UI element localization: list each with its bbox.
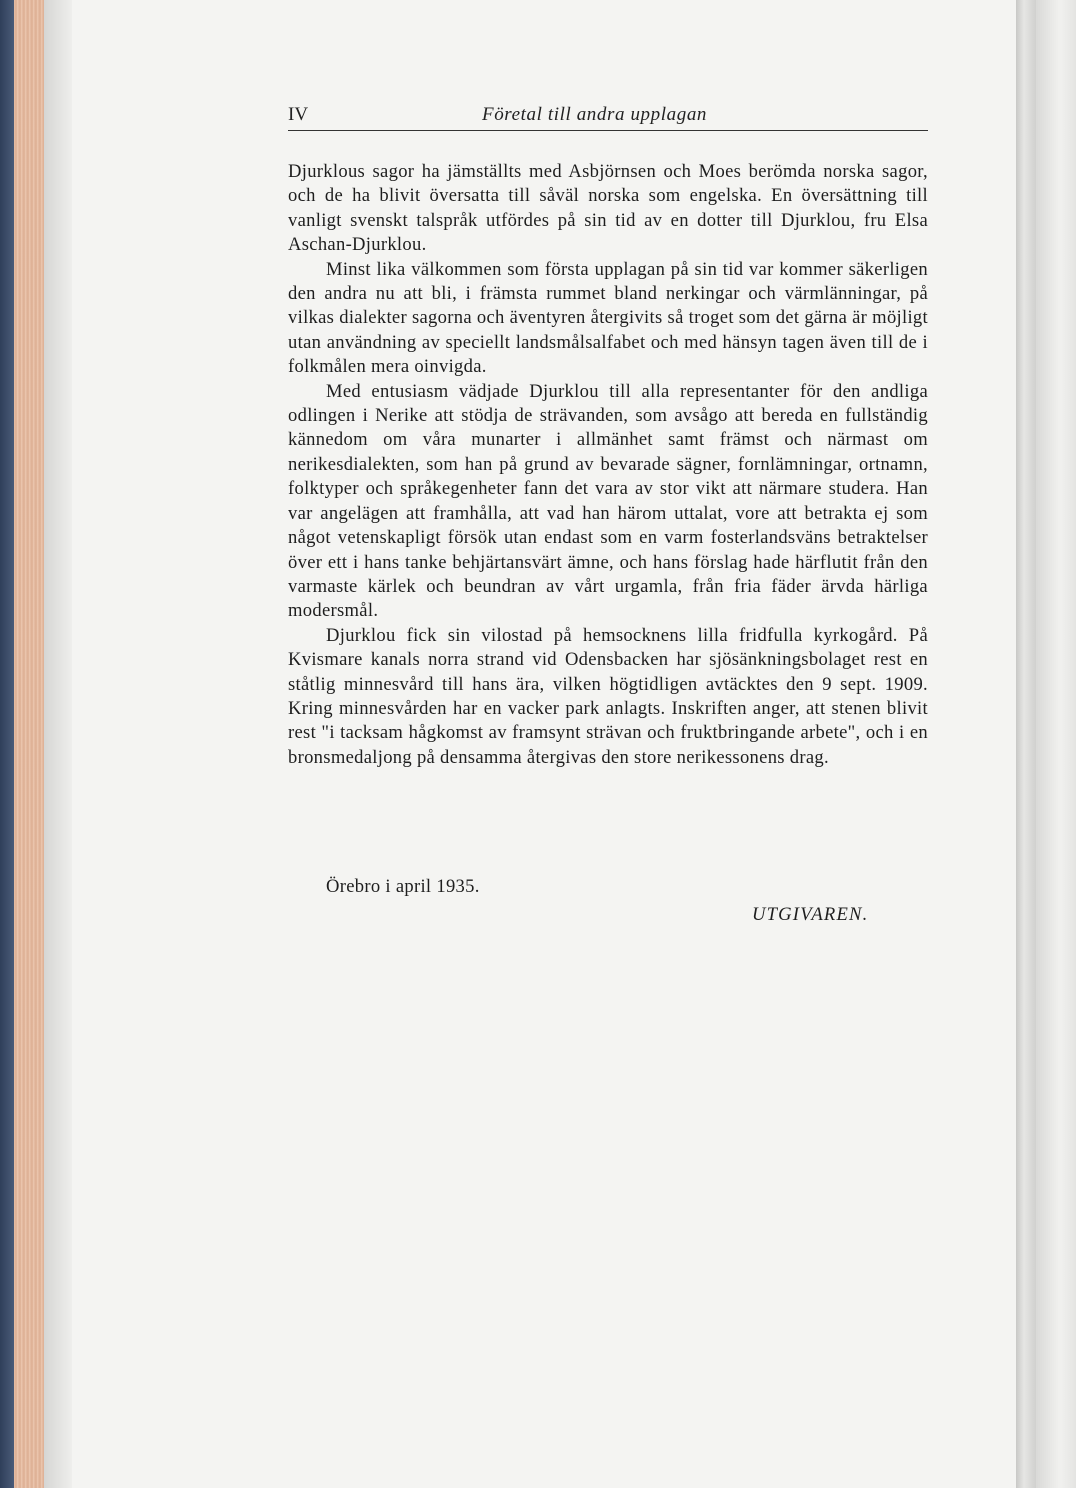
book-cover-left bbox=[0, 0, 14, 1488]
page-edges-left bbox=[14, 0, 44, 1488]
paragraph-3: Med entusiasm vädjade Djurklou till alla representanter för den andliga odlingen i Nerike att stödja de strävanden, som avsågo att bereda en fullständig kännedom om våra munarter i allmänhet samt främst och närmast om nerikesdialekten, som han på grund av bevarade sägner, fornlämningar, ortnamn, folktyper och språkegenheter fann det vara av stor vikt att närmare studera. Han var angelägen att framhålla, att vad han härom uttalat, vore att betrakta ej som något vetenskapligt försök utan endast som en varm fosterlandsväns betraktelser över ett i hans tanke behjärtansvärt ämne, och hans förslag hade härflutit från den varmaste kärlek och beundran av vårt urgamla, från fria fäder ärvda härliga modersmål. bbox=[288, 380, 928, 622]
page-gutter-left bbox=[44, 0, 72, 1488]
paragraph-1: Djurklous sagor ha jämställts med Asbjörnsen och Moes berömda norska sagor, och de ha blivit översatta till såväl norska som engelska. En översättning till vanligt svenskt talspråk utfördes på sin tid av en dotter till Djurklou, fru Elsa Aschan-Djurklou. bbox=[288, 161, 928, 256]
paragraph-2: Minst lika välkommen som första upplagan på sin tid var kommer säkerligen den andra nu att bli, i främsta rummet bland nerkingar och värmlänningar, på vilkas dialekter sagorna och äventyren återgivits så troget som det gärna är möjligt utan användning av speciellt landsmålsalfabet och med hänsyn tagen även till de i folkmålen mera oinvigda. bbox=[288, 258, 928, 378]
page-edges-right bbox=[1016, 0, 1036, 1488]
book-cover-right bbox=[1036, 0, 1076, 1488]
running-title: Företal till andra upplagan bbox=[482, 104, 708, 125]
body-text bbox=[288, 160, 928, 770]
signature: UTGIVAREN. bbox=[752, 904, 869, 925]
running-header bbox=[288, 102, 928, 128]
header-rule bbox=[288, 130, 928, 131]
page-number: IV bbox=[288, 104, 309, 125]
paragraph-4: Djurklou fick sin vilostad på hemsocknens lilla fridfulla kyrkogård. På Kvismare kanals norra strand vid Odensbacken har sjösänkningsbolaget rest en ståtlig minnesvård till hans ära, vilken högtidligen avtäcktes den 9 sept. 1909. Kring minnesvården har en vacker park anlagts. Inskriften anger, att stenen blivit rest "i tacksam hågkomst av framsynt strävan och fruktbringande arbete", och i en bronsmedaljong på densamma återgivas den store nerikessonens drag. bbox=[288, 624, 928, 768]
place-date: Örebro i april 1935. bbox=[326, 876, 480, 897]
